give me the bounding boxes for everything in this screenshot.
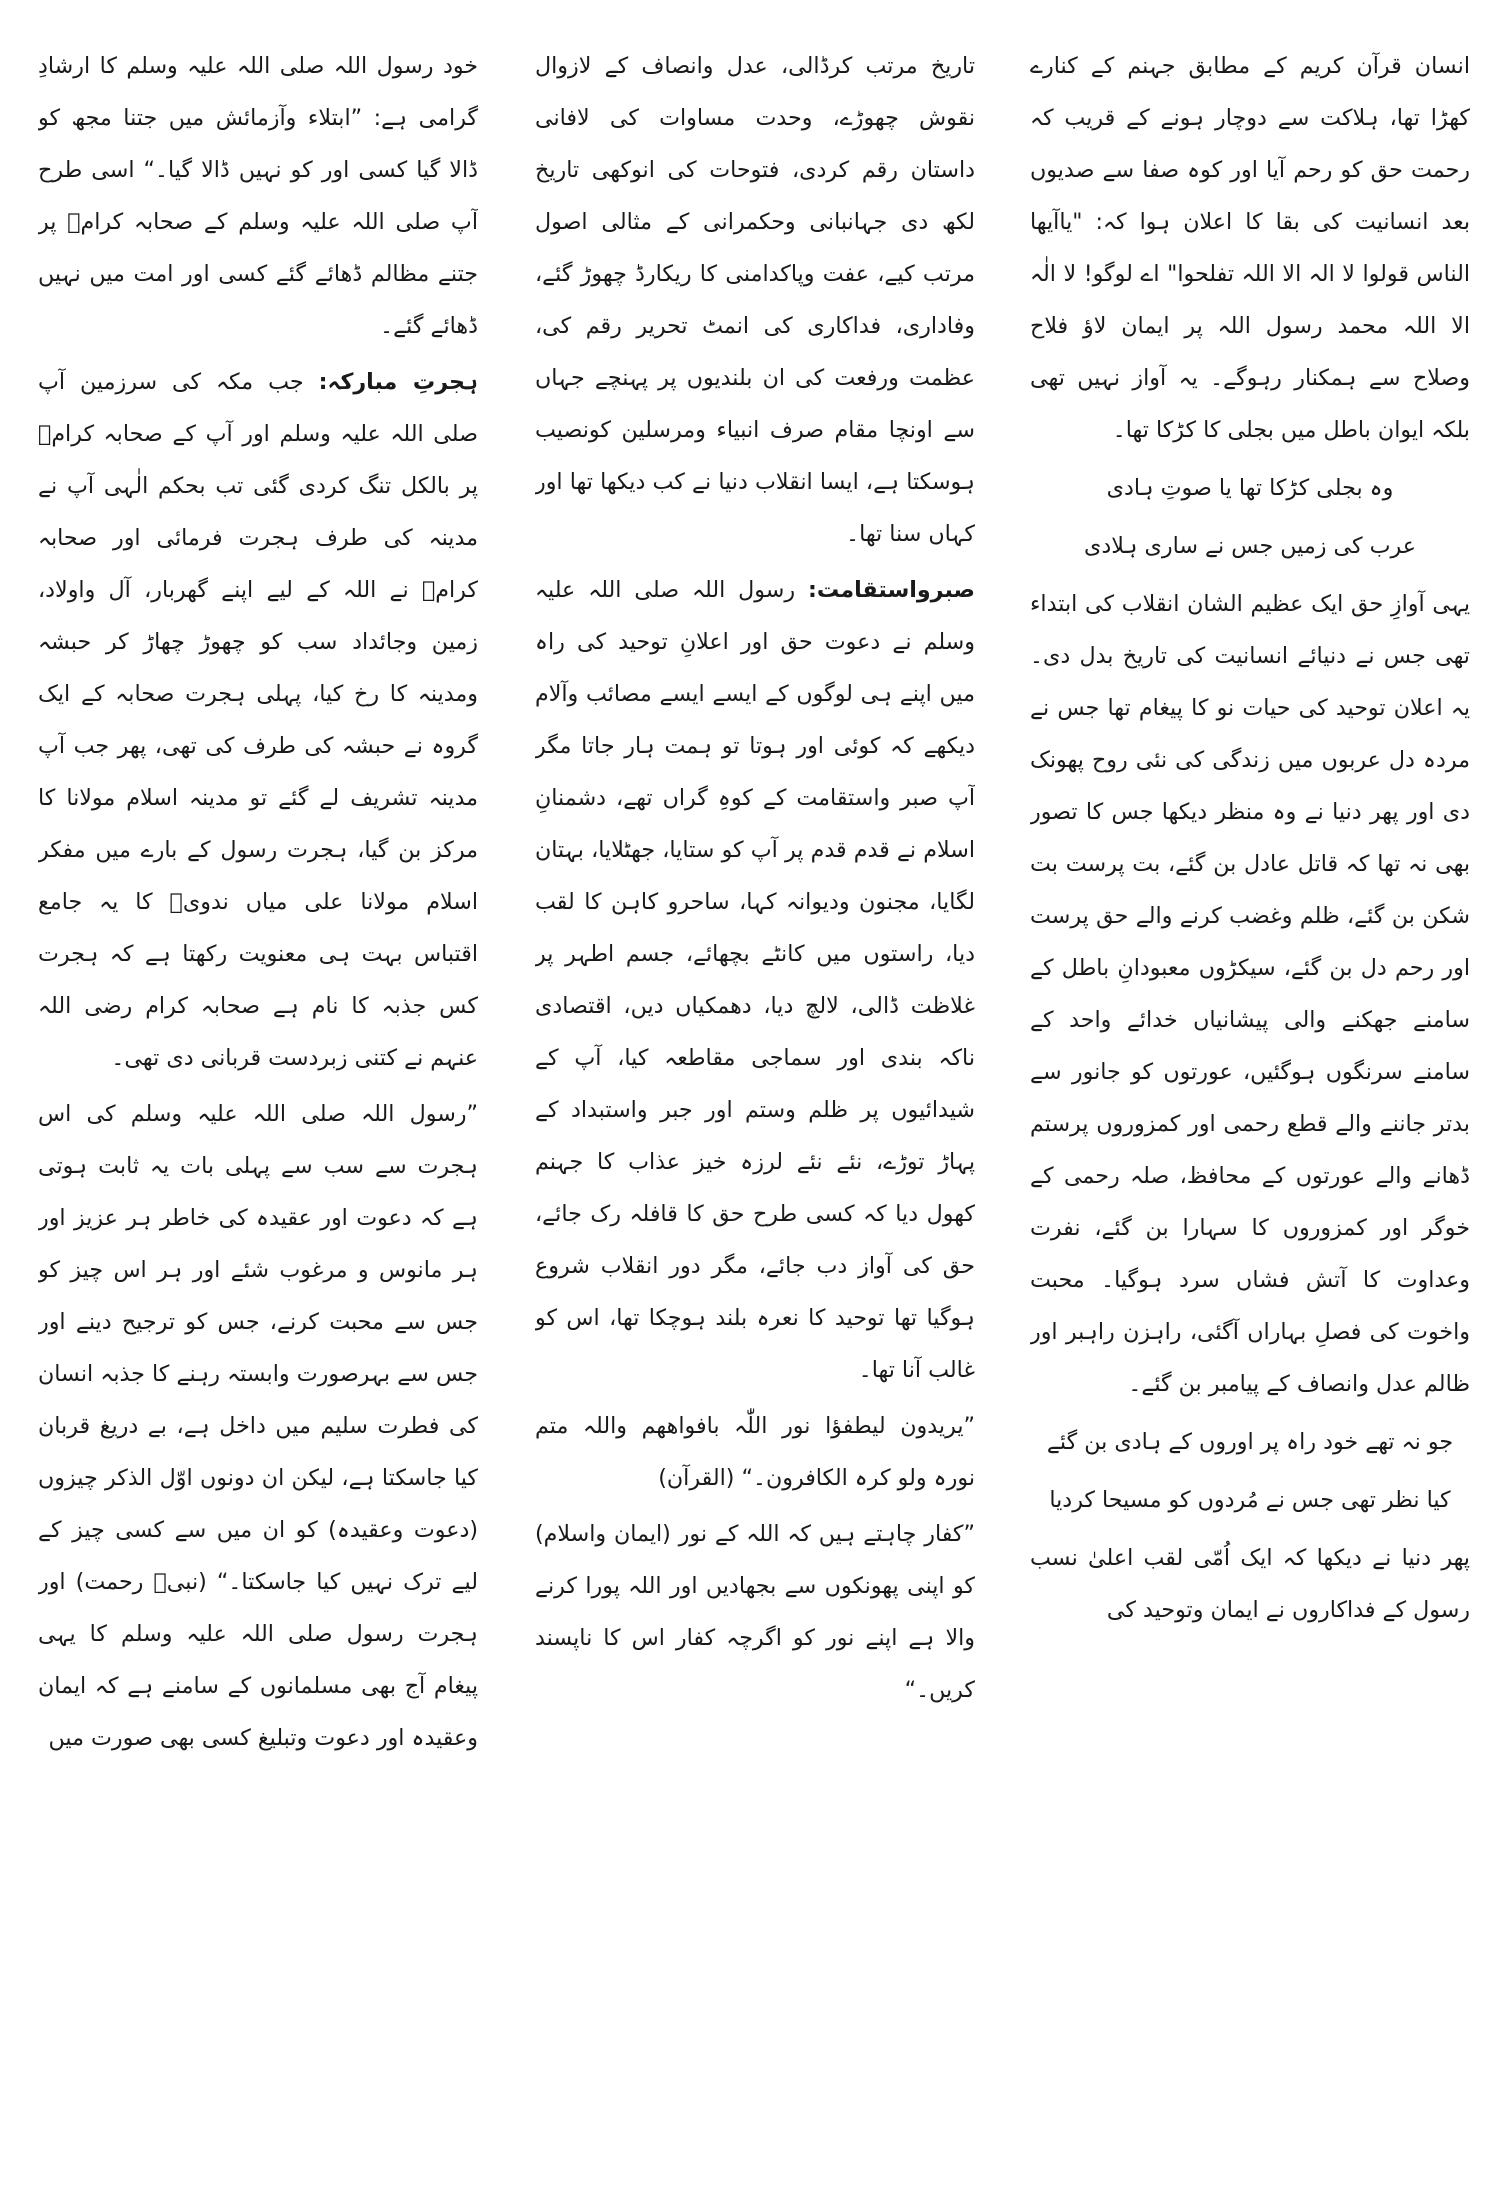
paragraph — [38, 356, 478, 1084]
quran-translation: ”کفار چاہتے ہیں کہ اللہ کے نور (ایمان واسلام) کو اپنی پھونکوں سے بجھادیں اور اللہ پورا کرنے والا ہے اپنے نور کو اگرچہ کفار اس کا ناپسند کریں۔“ — [535, 1521, 975, 1703]
paragraph-text: جب مکہ کی سرزمین آپ صلی اللہ علیہ وسلم اور آپ کے صحابہ کرامؓ پر بالکل تنگ کردی گئی تب بحکم الٰہی آپ نے مدینہ کی طرف ہجرت فرمائی اور صحابہ کرامؓ نے اللہ کے لیے اپنے گھربار، آل واولاد، زمین وجائداد سب کو چھوڑ چھاڑ کر حبشہ ومدینہ کا رخ کیا، پہلی ہجرت صحابہ کے ایک گروہ نے حبشہ کی طرف کی تھی، پھر جب آپ مدینہ تشریف لے گئے تو مدینہ اسلام مولانا کا مرکز بن گیا، ہجرت رسول کے بارے میں مفکر اسلام مولانا علی میاں ندویؒ کا یہ جامع اقتباس بہت ہی معنویت رکھتا ہے کہ ہجرت کس جذبہ کا نام ہے صحابہ کرام رضی اللہ عنہم نے کتنی زبردست قربانی دی تھی۔ — [38, 369, 478, 1071]
quran-verse: ”یریدون لیطفؤا نور اللّٰہ بافواھھم واللہ متم نورہ ولو کرہ الکافرون۔“ (القرآن) — [535, 1413, 975, 1491]
section-heading-sabr: صبرواستقامت: — [808, 577, 975, 603]
article-column-middle — [535, 40, 975, 2190]
verse-line: عرب کی زمیں جس نے ساری ہلادی — [1083, 533, 1417, 559]
paragraph: انسان قرآن کریم کے مطابق جہنم کے کنارے کھڑا تھا، ہلاکت سے دوچار ہونے کے قریب کہ رحمت حق کو رحم آیا اور کوہ صفا سے صدیوں بعد انسانیت کی بقا کا اعلان ہوا کہ: "یاآیھا الناس قولوا لا الہ الا اللہ تفلحوا" اے لوگو! لا الٰہ الا اللہ محمد رسول اللہ پر ایمان لاؤ فلاح وصلاح سے ہمکنار رہوگے۔ یہ آواز نہیں تھی بلکہ ایوان باطل میں بجلی کا کڑکا تھا۔ — [1030, 53, 1470, 443]
paragraph — [535, 564, 975, 1396]
paragraph-text: رسول اللہ صلی اللہ علیہ وسلم نے دعوت حق اور اعلانِ توحید کی راہ میں اپنے ہی لوگوں کے ایسے ایسے مصائب وآلام دیکھے کہ کوئی اور ہوتا تو ہمت ہار جاتا مگر آپ صبر واستقامت کے کوہِ گراں تھے، دشمنانِ اسلام نے قدم قدم پر آپ کو ستایا، جھٹلایا، بہتان لگایا، مجنون ودیوانہ کہا، ساحرو کاہن کا لقب دیا، راستوں میں کانٹے بچھائے، جسم اطہر پر غلاظت ڈالی، لالچ دیا، دھمکیاں دیں، اقتصادی ناکہ بندی اور سماجی مقاطعہ کیا، آپ کے شیدائیوں پر ظلم وستم اور جبر واستبداد کے پہاڑ توڑے، نئے نئے لرزہ خیز عذاب کا جہنم کھول دیا کہ کسی طرح حق کا قافلہ رک جائے، حق کی آواز دب جائے، مگر دور انقلاب شروع ہوگیا تھا توحید کا نعرہ بلند ہوچکا تھا، اس کو غالب آنا تھا۔ — [535, 577, 975, 1383]
article-column-left — [38, 40, 478, 2190]
paragraph: یہی آوازِ حق ایک عظیم الشان انقلاب کی ابتداء تھی جس نے دنیائے انسانیت کی تاریخ بدل دی۔ یہ اعلان توحید کی حیات نو کا پیغام تھا جس نے مردہ دل عربوں میں زندگی کی نئی روح پھونک دی اور پھر دنیا نے وہ منظر دیکھا جس کا تصور بھی نہ تھا کہ قاتل عادل بن گئے، بت پرست بت شکن بن گئے، ظلم وغضب کرنے والے حق پرست اور رحم دل بن گئے، سیکڑوں معبودانِ باطل کے سامنے جھکنے والی پیشانیاں خدائے واحد کے سامنے سرنگوں ہوگئیں، عورتوں کو جانور سے بدتر جاننے والے قطع رحمی اور کمزوروں پرستم ڈھانے والے عورتوں کے محافظ، صلہ رحمی کے خوگر اور کمزوروں کا سہارا بن گئے، نفرت وعداوت کا آتش فشاں سرد ہوگیا۔ محبت واخوت کی فصلِ بہاراں آگئی، راہزن راہبر اور ظالم عدل وانصاف کے پیامبر بن گئے۔ — [1030, 591, 1470, 1397]
paragraph: پھر دنیا نے دیکھا کہ ایک اُمّی لقب اعلیٰ نسب رسول کے فداکاروں نے ایمان وتوحید کی — [1030, 1545, 1470, 1623]
paragraph: ”رسول اللہ صلی اللہ علیہ وسلم کی اس ہجرت سے سب سے پہلی بات یہ ثابت ہوتی ہے کہ دعوت اور عقیدہ کی خاطر ہر عزیز اور ہر مانوس و مرغوب شئے اور ہر اس چیز کو جس سے محبت کرنے، جس کو ترجیح دینے اور جس سے بہرصورت وابستہ رہنے کا جذبہ انسان کی فطرت سلیم میں داخل ہے، بے دریغ قربان کیا جاسکتا ہے، لیکن ان دونوں اوّل الذکر چیزوں (دعوت وعقیدہ) کو ان میں سے کسی چیز کے لیے ترک نہیں کیا جاسکتا۔“ (نبیؐ رحمت) اور ہجرت رسول صلی اللہ علیہ وسلم کا یہی پیغام آج بھی مسلمانوں کے سامنے ہے کہ ایمان وعقیدہ اور دعوت وتبلیغ کسی بھی صورت میں — [38, 1101, 478, 1751]
article-column-right — [1030, 40, 1470, 2190]
paragraph: خود رسول اللہ صلی اللہ علیہ وسلم کا ارشادِ گرامی ہے: ”ابتلاء وآزمائش میں جتنا مجھ کو ڈالا گیا کسی اور کو نہیں ڈالا گیا۔“ اسی طرح آپ صلی اللہ علیہ وسلم کے صحابہ کرامؓ پر جتنے مظالم ڈھائے گئے کسی اور امت میں نہیں ڈھائے گئے۔ — [38, 53, 478, 339]
verse-line: وہ بجلی کڑکا تھا یا صوتِ ہادی — [1106, 475, 1394, 501]
verse-line: جو نہ تھے خود راہ پر اوروں کے ہادی بن گئے — [1046, 1429, 1454, 1455]
paragraph: تاریخ مرتب کرڈالی، عدل وانصاف کے لازوال نقوش چھوڑے، وحدت مساوات کی لافانی داستان رقم کردی، فتوحات کی انوکھی تاریخ لکھ دی جہانبانی وحکمرانی کے مثالی اصول مرتب کیے، عفت وپاکدامنی کا ریکارڈ چھوڑ گئے، وفاداری، فداکاری کی انمٹ تحریر رقم کی، عظمت ورفعت کی ان بلندیوں پر پہنچے جہاں سے اونچا مقام صرف انبیاء ومرسلین کونصیب ہوسکتا ہے، ایسا انقلاب دنیا نے کب دیکھا تھا اور کہاں سنا تھا۔ — [535, 53, 975, 547]
verse-line: کیا نظر تھی جس نے مُردوں کو مسیحا کردیا — [1049, 1487, 1451, 1513]
section-heading-hijrat: ہجرتِ مبارکہ: — [318, 369, 478, 395]
